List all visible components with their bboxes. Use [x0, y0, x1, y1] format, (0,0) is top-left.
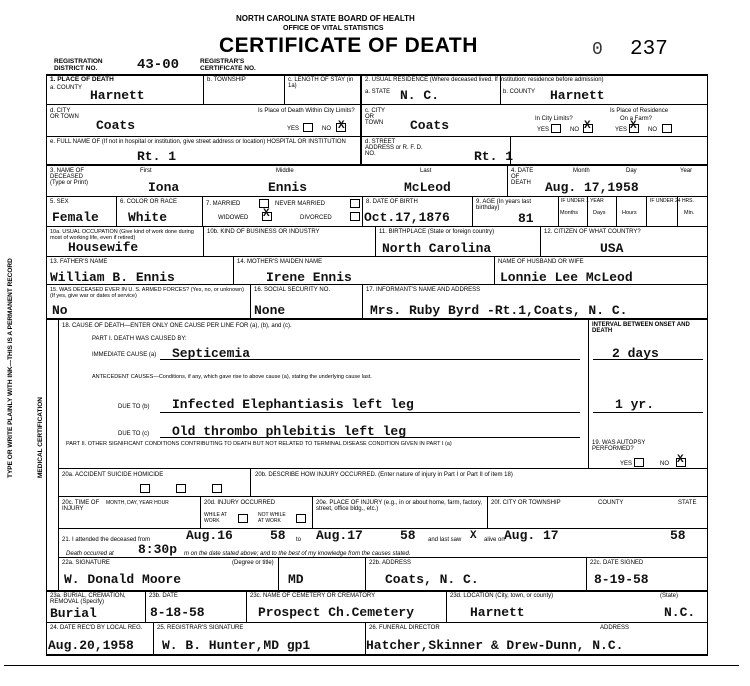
autopsy-yes-checkbox[interactable]	[634, 458, 644, 467]
birthplace-label: 11. BIRTHPLACE (State or foreign country)	[379, 229, 495, 235]
burial-value: Burial	[50, 606, 97, 621]
citizen-value: USA	[600, 241, 624, 256]
spouse-label: NAME OF HUSBAND OR WIFE	[498, 259, 584, 265]
bottom-rule	[4, 665, 739, 666]
city-label: d. CITY OR TOWN	[50, 108, 79, 120]
burial-label: 23a. BURIAL, CREMATION, REMOVAL (Specify)	[50, 593, 126, 605]
city-limits-yes-checkbox[interactable]	[303, 123, 313, 132]
degree-value: MD	[288, 572, 304, 587]
injury-city-label: 20f. CITY OR TOWNSHIP	[491, 500, 561, 506]
certificate-title: CERTIFICATE OF DEATH	[219, 34, 478, 57]
months-label: Months	[560, 210, 579, 216]
attended-label: 21. I attended the deceased from	[62, 537, 151, 543]
location-state-value: N.C.	[664, 605, 696, 620]
location-value: Harnett	[470, 605, 525, 620]
location-label: 23d. LOCATION (City, town, or county)	[450, 593, 554, 599]
res-street-value: Rt. 1	[474, 149, 514, 164]
middle-label: Middle	[276, 168, 294, 174]
cemetery-value: Prospect Ch.Cemetery	[258, 605, 415, 620]
date-received-value: Aug.20,1958	[48, 638, 134, 653]
death-county-value: Harnett	[90, 88, 145, 103]
death-occurred-label: Death occurred at	[66, 551, 114, 557]
father-label: 13. FATHER'S NAME	[50, 259, 108, 265]
res-city-value: Coats	[410, 118, 450, 133]
signature-label: 22a. SIGNATURE	[62, 560, 110, 566]
reg-district-value: 43-00	[137, 57, 180, 73]
injury-place-label: 20e. PLACE OF INJURY (e.g., in or about home, farm, factory, street, office bldg., etc.)	[316, 500, 483, 512]
res-limits-no-label: NO	[570, 127, 579, 133]
registrar-signature-value: W. B. Hunter,MD gp1	[162, 638, 311, 653]
attend-from-month: Aug.16	[186, 528, 233, 543]
sex-label: 5. SEX	[50, 199, 69, 205]
registrar-signature-label: 25. REGISTRAR'S SIGNATURE	[157, 625, 244, 631]
attend-to-month: Aug.17	[316, 528, 363, 543]
death-day-label: Day	[626, 168, 637, 174]
mother-value: Irene Ennis	[266, 270, 352, 285]
death-city-value: Coats	[96, 118, 136, 133]
burial-date-value: 8-18-58	[150, 605, 205, 620]
address-label: 22b. ADDRESS	[369, 560, 412, 566]
injury-county-label: COUNTY	[598, 500, 624, 506]
accident-label: 20a. ACCIDENT SUICIDE HOMICIDE	[62, 472, 164, 478]
interval-a-value: 2 days	[612, 346, 659, 361]
cause-a-value: Septicemia	[172, 346, 251, 361]
medical-certification-label: MEDICAL CERTIFICATION	[37, 396, 44, 478]
due-to-c-label: DUE TO (c)	[118, 431, 150, 437]
res-farm-no-label: NO	[648, 127, 657, 133]
cemetery-label: 23c. NAME OF CEMETERY OR CREMATORY	[250, 593, 376, 599]
res-limits-label: In City Limits?	[535, 116, 573, 122]
res-limits-no-mark: X	[584, 120, 591, 132]
never-married-label: NEVER MARRIED	[275, 201, 326, 207]
city-limits-label: Is Place of Death Within City Limits?	[258, 108, 355, 114]
divorced-checkbox[interactable]	[350, 212, 360, 221]
suicide-checkbox[interactable]	[176, 484, 186, 493]
days-label: Days	[593, 210, 606, 216]
autopsy-no-mark: X	[677, 454, 684, 466]
accident-checkbox[interactable]	[140, 484, 150, 493]
registrar-cert-label: REGISTRAR'S CERTIFICATE NO.	[200, 58, 256, 72]
death-occurred-rest: m on the date stated above; and to the best of my knowledge from the causes stated.	[184, 551, 411, 557]
street-label: d. STREET ADDRESS or R. F. D. NO.	[365, 139, 423, 157]
interval-label: INTERVAL BETWEEN ONSET AND DEATH	[592, 322, 690, 334]
location-state-label: (State)	[660, 593, 679, 599]
board-name: NORTH CAROLINA STATE BOARD OF HEALTH	[236, 14, 415, 23]
attend-from-year: 58	[270, 528, 286, 543]
signature-value: W. Donald Moore	[64, 572, 182, 587]
immediate-cause-label: IMMEDIATE CAUSE (a)	[92, 352, 157, 358]
city-limits-no-label: NO	[322, 126, 331, 132]
not-at-work-checkbox[interactable]	[296, 514, 306, 523]
death-date-value: Aug. 17,1958	[545, 180, 639, 195]
never-married-checkbox[interactable]	[350, 199, 360, 208]
date-signed-value: 8-19-58	[594, 572, 649, 587]
burial-date-label: 23b. DATE	[149, 593, 178, 599]
cert-number-prefix: 0	[592, 40, 603, 60]
alive-on-year: 58	[670, 528, 686, 543]
res-farm-no-checkbox[interactable]	[662, 124, 672, 133]
funeral-address-label: ADDRESS	[600, 625, 630, 631]
last-name-value: McLeod	[404, 180, 451, 195]
dob-label: 8. DATE OF BIRTH	[366, 199, 418, 205]
cause-c-value: Old thrombo phlebitis left leg	[172, 424, 407, 439]
cert-number: 237	[630, 38, 668, 61]
part1-label: PART I. DEATH WAS CAUSED BY:	[92, 336, 187, 342]
informant-value: Mrs. Ruby Byrd -Rt.1,Coats, N. C.	[370, 303, 628, 318]
birthplace-value: North Carolina	[382, 241, 492, 256]
alive-on-month: Aug. 17	[504, 528, 559, 543]
under-1-year-label: IF UNDER 1 YEAR	[561, 198, 604, 204]
death-year-label: Year	[680, 168, 693, 174]
address-value: Coats, N. C.	[385, 572, 479, 587]
race-label: 6. COLOR OR RACE	[120, 199, 178, 205]
res-limits-yes-checkbox[interactable]	[551, 124, 561, 133]
injury-state-label: STATE	[678, 500, 697, 506]
spouse-value: Lonnie Lee McLeod	[500, 270, 633, 285]
min-label: Min.	[684, 210, 695, 216]
res-farm-yes-mark: X	[630, 120, 637, 132]
res-place-label: Is Place of Residence	[610, 108, 669, 114]
autopsy-label: 19. WAS AUTOPSY PERFORMED?	[592, 440, 646, 452]
length-of-stay-label: c. LENGTH OF STAY (in 1a)	[288, 77, 354, 89]
office-name: OFFICE OF VITAL STATISTICS	[283, 25, 384, 32]
dob-value: Oct.17,1876	[364, 210, 450, 225]
homicide-checkbox[interactable]	[212, 484, 222, 493]
armed-forces-label: 15. WAS DECEASED EVER IN U. S. ARMED FORCES? (Yes, no, or unknown) (If yes, give war or dates of service)	[50, 287, 244, 299]
married-checkbox[interactable]	[259, 199, 269, 208]
due-to-b-label: DUE TO (b)	[118, 404, 150, 410]
interval-b-value: 1 yr.	[615, 397, 655, 412]
under-24-hrs-label: IF UNDER 24 HRS.	[650, 198, 694, 204]
name-label: 3. NAME OF DECEASED (Type or Print)	[50, 168, 89, 186]
informant-label: 17. INFORMANT'S NAME AND ADDRESS	[366, 287, 481, 293]
age-value: 81	[518, 211, 534, 226]
occupation-label: 10a. USUAL OCCUPATION (Give kind of work done during most of working life, even if retired)	[50, 229, 194, 241]
married-label: 7. MARRIED	[206, 201, 241, 207]
first-label: First	[140, 168, 152, 174]
middle-name-value: Ennis	[268, 180, 308, 195]
injury-occurred-label: 20d. INJURY OCCURRED	[204, 500, 276, 506]
institution-label: e. FULL NAME OF (If not in hospital or institution, give street address or location) HOSPITAL OR INSTITUTION	[50, 139, 346, 145]
date-of-death-label: 4. DATE OF DEATH	[511, 168, 534, 186]
age-label: 9. AGE (In years last birthday)	[476, 199, 532, 211]
institution-value: Rt. 1	[137, 149, 177, 164]
date-signed-label: 22c. DATE SIGNED	[590, 560, 644, 566]
date-received-label: 24. DATE REC'D BY LOCAL REG.	[50, 625, 143, 631]
cause-b-value: Infected Elephantiasis left leg	[172, 397, 414, 412]
res-city-label: c. CITY OR TOWN	[365, 108, 385, 126]
cause-of-death-label: 18. CAUSE OF DEATH—ENTER ONLY ONE CAUSE PER LINE FOR (a), (b), and (c).	[62, 323, 292, 329]
autopsy-yes-label: YES	[620, 461, 633, 467]
alive-on-label: alive on	[484, 537, 505, 543]
death-month-label: Month	[573, 168, 590, 174]
ssn-value: None	[254, 303, 286, 318]
res-farm-label: On a Farm?	[620, 116, 653, 122]
res-county-value: Harnett	[550, 88, 605, 103]
funeral-director-label: 26. FUNERAL DIRECTOR	[369, 625, 440, 631]
county-label: a. COUNTY	[50, 85, 83, 91]
injury-time-label: 20c. TIME OF INJURY	[62, 500, 100, 512]
death-time-value: 8:30p	[138, 542, 178, 557]
township-label: b. TOWNSHIP	[207, 77, 246, 83]
antecedent-label: ANTECEDENT CAUSES—Conditions, if any, which gave rise to above cause (a), stating the underlying cause last.	[92, 374, 372, 380]
occupation-value: Housewife	[68, 240, 139, 255]
armed-forces-value: No	[52, 303, 68, 318]
res-limits-yes-label: YES	[537, 127, 550, 133]
attended-to-label: to	[296, 537, 302, 543]
last-saw-label: and last saw	[428, 537, 462, 543]
res-state-value: N. C.	[400, 88, 440, 103]
mother-label: 14. MOTHER'S MAIDEN NAME	[237, 259, 323, 265]
widowed-mark: X	[263, 208, 270, 220]
permanent-record-note: TYPE OR WRITE PLAINLY WITH INK—THIS IS A PERMANENT RECORD	[7, 258, 14, 478]
injury-description-label: 20b. DESCRIBE HOW INJURY OCCURRED. (Enter nature of injury in Part I or Part II of item 18)	[255, 472, 513, 478]
father-value: William B. Ennis	[50, 270, 175, 285]
ssn-label: 16. SOCIAL SECURITY NO.	[254, 287, 331, 293]
widowed-label: WIDOWED	[218, 215, 249, 221]
at-work-label: WHILE AT WORK	[204, 512, 227, 524]
divorced-label: DIVORCED	[300, 215, 332, 221]
last-label: Last	[420, 168, 432, 174]
last-saw-mark: X	[470, 530, 477, 542]
hours-label: Hours	[622, 210, 637, 216]
res-county-label: b. COUNTY	[503, 89, 536, 95]
first-name-value: Iona	[148, 180, 180, 195]
autopsy-no-label: NO	[660, 461, 669, 467]
injury-time-sub-label: MONTH, DAY, YEAR HOUR	[106, 500, 169, 506]
res-state-label: a. STATE	[365, 89, 391, 95]
funeral-director-value: Hatcher,Skinner & Drew-Dunn, N.C.	[366, 638, 624, 653]
citizen-label: 12. CITIZEN OF WHAT COUNTRY?	[544, 229, 641, 235]
at-work-checkbox[interactable]	[238, 514, 248, 523]
attend-to-year: 58	[400, 528, 416, 543]
not-at-work-label: NOT WHILE AT WORK	[258, 512, 286, 524]
city-limits-no-mark: X	[338, 120, 345, 132]
res-farm-yes-label: YES	[615, 127, 628, 133]
sex-value: Female	[52, 210, 99, 225]
degree-label: (Degree or title)	[232, 560, 274, 566]
business-label: 10b. KIND OF BUSINESS OR INDUSTRY	[207, 229, 320, 235]
usual-residence-label: 2. USUAL RESIDENCE (Where deceased lived. If institution: residence before admission)	[365, 77, 604, 83]
race-value: White	[128, 210, 168, 225]
city-limits-yes-label: YES	[287, 126, 300, 132]
place-of-death-label: 1. PLACE OF DEATH	[50, 76, 114, 83]
reg-district-label: REGISTRATION DISTRICT NO.	[54, 58, 103, 72]
part2-label: PART II. OTHER SIGNIFICANT CONDITIONS CONTRIBUTING TO DEATH BUT NOT RELATED TO TERMINAL DISEASE CONDITION GIVEN IN PART I (a)	[66, 441, 452, 447]
